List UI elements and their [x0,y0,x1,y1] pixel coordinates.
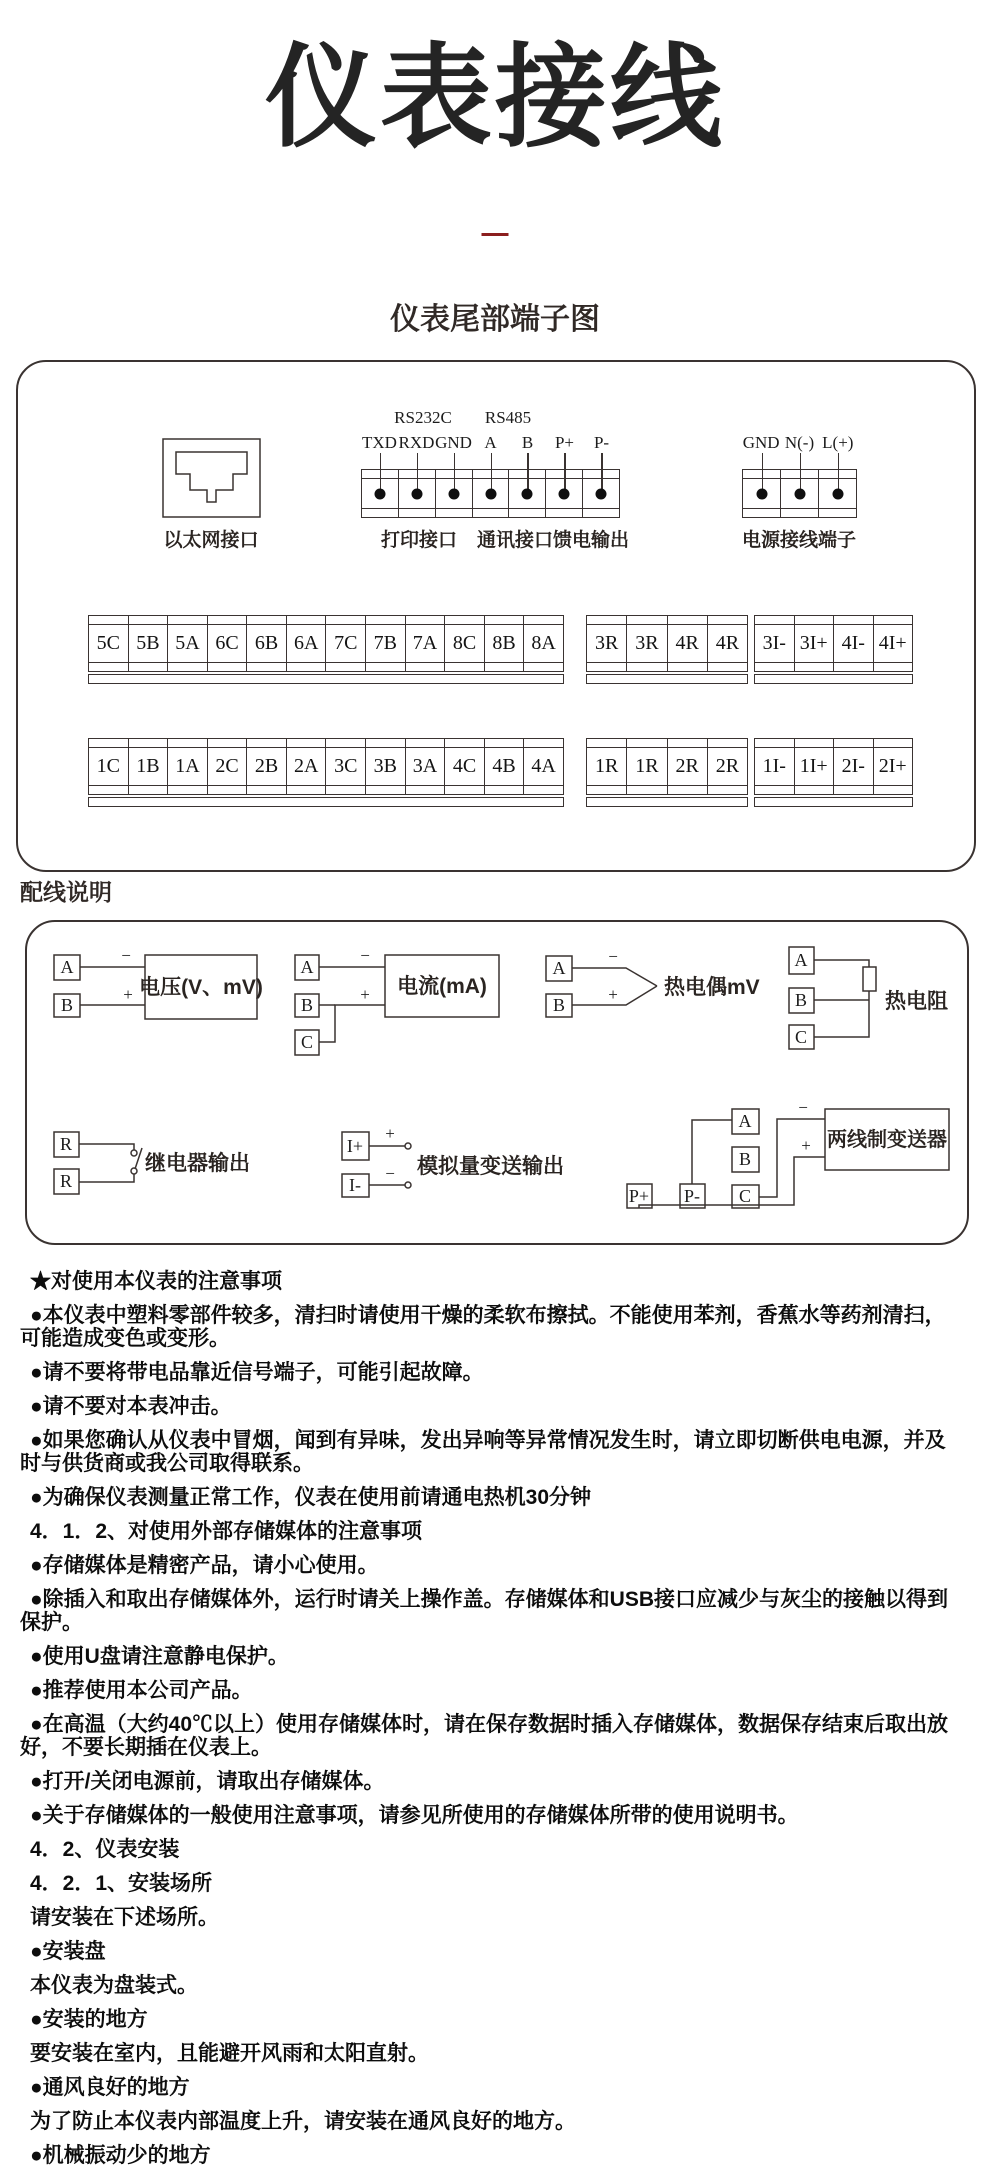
strip-row1-main [88,615,564,672]
terminal-label: C [738,1186,752,1206]
red-divider [482,233,509,236]
pin-label: N(-) [784,433,815,452]
note-paragraph: ●关于存储媒体的一般使用注意事项，请参见所使用的存储媒体所带的使用说明书。 [30,1804,799,1827]
strip-line [587,624,747,625]
strip-bar [88,674,564,684]
thermocouple-wiring-diagram [536,946,781,1031]
strip-line [587,747,747,748]
terminal-label: I+ [346,1136,364,1156]
strip-line [755,747,912,748]
terminal-label: B [794,990,808,1010]
transmitter-wiring-diagram [607,1098,962,1237]
comm-pin-labels [361,433,620,453]
note-paragraph: ●为确保仪表测量正常工作，仪表在使用前请通电热机30分钟 [30,1486,592,1509]
strip-cell: 8C [444,616,484,671]
terminal-label: B [552,995,566,1015]
relay-wiring-diagram [42,1122,262,1212]
strip-row1-relay [586,615,748,672]
strip-cell: 2I- [833,739,873,794]
strip-cell: 3A [405,739,445,794]
pin-label: B [521,433,534,452]
strip-cell: 3I- [762,632,786,654]
note-paragraph: ●本仪表中塑料零部件较多，清扫时请使用干燥的柔软布擦拭。不能使用苯剂，香蕉水等药剂清扫，可能造成变色或变形。 [20,1304,946,1350]
strip-cell: 5A [167,616,207,671]
terminal-label: C [300,1032,314,1052]
pin-label: P+ [554,433,575,452]
strip-cell: 1C [96,755,120,777]
strip-cell: 3I+ [794,616,834,671]
terminal-label: R [59,1171,73,1191]
minus-sign: − [798,1098,808,1117]
strip-line [755,624,912,625]
terminal-panel [16,360,976,872]
note-paragraph: ●机械振动少的地方 [30,2144,211,2167]
note-paragraph: ●打开/关闭电源前，请取出存储媒体。 [30,1770,385,1793]
pin-label: L(+) [822,433,854,452]
strip-cell: 8A [523,616,563,671]
terminal-label: P- [683,1186,701,1206]
strip-cell: 6C [207,616,247,671]
page-title: 仪表接线 [265,35,725,160]
plus-sign: + [801,1136,811,1155]
pin-label: A [484,433,497,452]
ethernet-caption: 以太网接口 [163,530,259,551]
strip-line [89,747,563,748]
minus-sign: − [385,1164,395,1183]
note-paragraph: ●存储媒体是精密产品，请小心使用。 [30,1554,379,1577]
strip-cell: 1A [167,739,207,794]
plus-sign: + [360,985,370,1004]
strip-line [587,785,747,786]
strip-cell: 7B [365,616,405,671]
strip-bar [88,797,564,807]
strip-cell: 4I+ [873,616,913,671]
strip-line [755,662,912,663]
block-line [362,508,619,509]
strip-bar [754,797,913,807]
plus-sign: + [608,985,618,1004]
strip-line [587,662,747,663]
voltage-label: 电压(V、mV) [139,976,263,999]
strip-cell: 2A [286,739,326,794]
strip-line [89,662,563,663]
terminal-label: C [794,1027,808,1047]
rtd-wiring-diagram [779,938,965,1063]
strip-line [755,785,912,786]
terminal-label: B [738,1149,752,1169]
note-paragraph: 为了防止本仪表内部温度上升，请安装在通风良好的地方。 [30,2110,576,2133]
pin-label: GND [435,433,472,452]
terminal-label: A [300,957,314,977]
strip-cell: 2R [667,739,707,794]
plus-sign: + [385,1124,395,1143]
print-port-caption: 打印接口 [380,530,458,551]
strip-row2-relay [586,738,748,795]
note-paragraph: ●推荐使用本公司产品。 [30,1679,253,1702]
note-paragraph: 请安装在下述场所。 [30,1906,219,1929]
minus-sign: − [121,946,131,965]
terminal-label: I- [349,1175,361,1195]
note-paragraph: ●除插入和取出存储媒体外，运行时请关上操作盖。存储媒体和USB接口应减少与灰尘的接触以得到保护。 [20,1588,949,1634]
note-paragraph: 4．1．2、对使用外部存储媒体的注意事项 [30,1520,423,1543]
strip-row2-current [754,738,913,795]
terminal-label: R [59,1134,73,1154]
note-paragraph: ●安装的地方 [30,2008,148,2031]
feed-output-caption: 馈电输出 [552,530,630,551]
terminal-label: P+ [628,1186,650,1206]
strip-line [89,624,563,625]
strip-cell: 4B [484,739,524,794]
strip-cell: 7C [325,616,365,671]
pin-label: GND [742,433,780,452]
strip-cell: 1B [128,739,168,794]
strip-cell: 4I- [833,616,873,671]
rtd-label: 热电阻 [885,990,948,1013]
strip-cell: 1R [594,755,619,777]
pin-label: TXD [362,433,397,452]
strip-cell: 8B [484,616,524,671]
strip-cell: 4R [707,616,747,671]
strip-bar [754,674,913,684]
strip-cell: 6A [286,616,326,671]
strip-cell: 2I+ [873,739,913,794]
current-label: 电流(mA) [397,975,487,998]
strip-bar [586,674,748,684]
terminal-label: A [738,1111,752,1131]
strip-cell: 2R [707,739,747,794]
transmitter-label: 两线制变送器 [827,1129,947,1151]
pin-label: RXD [398,433,435,452]
wiring-section-title: 配线说明 [20,879,112,905]
plus-sign: + [123,985,133,1004]
strip-cell: 2B [246,739,286,794]
block-line [743,478,856,479]
strip-row1-current [754,615,913,672]
note-paragraph: ●如果您确认从仪表中冒烟，闻到有异味，发出异响等异常情况发生时，请立即切断供电电源，并及时与供货商或我公司取得联系。 [20,1429,946,1475]
pin-label: P- [593,433,610,452]
note-paragraph: 要安装在室内，且能避开风雨和太阳直射。 [30,2042,429,2065]
strip-cell: 5C [96,632,120,654]
minus-sign: − [608,947,618,966]
current-wiring-diagram [285,946,505,1066]
strip-cell: 4A [523,739,563,794]
strip-cell: 5B [128,616,168,671]
comm-terminal-block [361,469,620,518]
strip-cell: 7A [405,616,445,671]
strip-row2-main [88,738,564,795]
strip-cell: 2C [207,739,247,794]
terminal-label: A [552,958,566,978]
terminal-label: A [60,957,74,977]
note-paragraph: 4．2、仪表安装 [30,1838,180,1861]
strip-cell: 4C [444,739,484,794]
block-line [362,478,619,479]
notes-section [20,1259,966,2178]
strip-cell: 1I+ [794,739,834,794]
terminal-label: A [794,950,808,970]
strip-cell: 4R [667,616,707,671]
terminal-diagram-subtitle: 仪表尾部端子图 [390,303,600,336]
note-paragraph: ●安装盘 [30,1940,106,1963]
power-pin-labels [742,433,857,453]
note-paragraph: ●在高温（大约40℃以上）使用存储媒体时，请在保存数据时插入存储媒体，数据保存结束后取出放好，不要长期插在仪表上。 [20,1713,949,1759]
terminal-label: B [300,995,314,1015]
analog-output-wiring-diagram [317,1122,617,1212]
strip-cell: 1I- [762,755,786,777]
strip-cell: 3C [325,739,365,794]
relay-label: 继电器输出 [145,1152,250,1175]
ethernet-port-icon [162,438,261,518]
analog-output-label: 模拟量变送输出 [417,1155,564,1178]
strip-cell: 1R [626,739,666,794]
note-paragraph: ★对使用本仪表的注意事项 [30,1270,282,1293]
strip-bar [586,797,748,807]
rs232c-label: RS232C [394,408,452,427]
power-terminal-block [742,469,857,518]
note-paragraph: 4．2．1、安装场所 [30,1872,213,1895]
note-paragraph: ●使用U盘请注意静电保护。 [30,1645,289,1668]
note-paragraph: ●通风良好的地方 [30,2076,190,2099]
note-paragraph: ●请不要对本表冲击。 [30,1395,232,1418]
rs485-label: RS485 [484,408,532,427]
power-terminal-caption: 电源接线端子 [741,530,857,551]
note-paragraph: 本仪表为盘装式。 [30,1974,198,1997]
strip-cell: 3R [594,632,619,654]
block-line [743,508,856,509]
strip-cell: 3B [365,739,405,794]
strip-cell: 6B [246,616,286,671]
wiring-panel [25,920,969,1245]
note-paragraph: ●请不要将带电品靠近信号端子，可能引起故障。 [30,1361,484,1384]
strip-cell: 3R [626,616,666,671]
voltage-wiring-diagram [42,946,272,1046]
strip-line [89,785,563,786]
terminal-label: B [60,995,74,1015]
minus-sign: − [360,946,370,965]
thermocouple-label: 热电偶mV [664,976,760,999]
comm-port-caption: 通讯接口 [476,530,554,551]
